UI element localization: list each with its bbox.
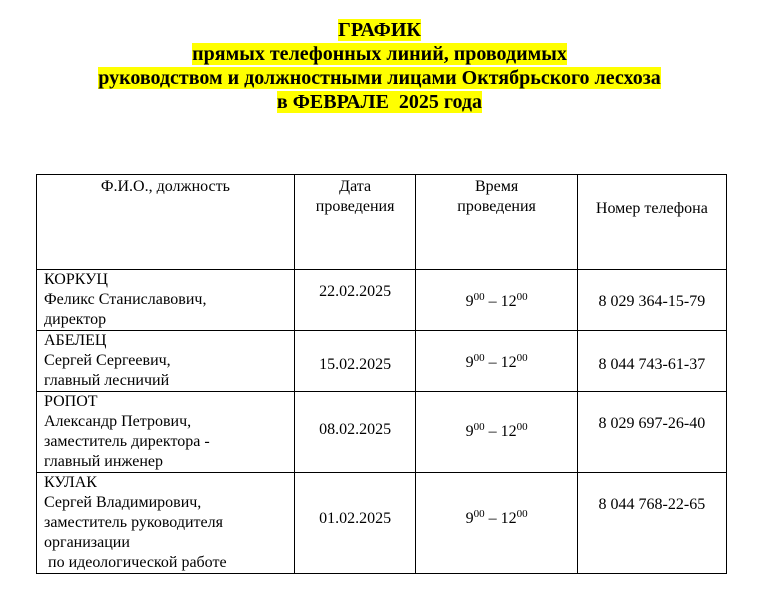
cell-date: 08.02.2025 [294, 392, 416, 473]
title-line-2: прямых телефонных линий, проводимых [192, 43, 567, 65]
time-separator: – [484, 510, 501, 527]
time-end-minutes: 00 [516, 352, 528, 364]
time-start-minutes: 00 [473, 291, 485, 303]
cell-time [416, 473, 577, 574]
name-position: директор [44, 311, 107, 328]
cell-date: 01.02.2025 [294, 473, 416, 574]
name-position: главный лесничий [44, 372, 170, 389]
cell-phone: 8 029 364-15-79 [577, 270, 726, 331]
cell-phone: 8 044 743-61-37 [577, 331, 726, 392]
time-start-minutes: 00 [473, 421, 485, 433]
cell-time [416, 392, 577, 473]
table-row [37, 270, 727, 331]
time-start: 9 [465, 510, 474, 527]
header-phone [577, 175, 726, 270]
name-given: Феликс Станиславович, [44, 291, 207, 308]
name-surname: КУЛАК [44, 474, 97, 491]
header-date [294, 175, 416, 270]
time-separator: – [484, 293, 501, 310]
cell-date: 22.02.2025 [294, 270, 416, 331]
name-surname: АБЕЛЕЦ [44, 332, 107, 349]
schedule-table [36, 174, 727, 574]
time-start: 9 [465, 423, 474, 440]
title-line-1: ГРАФИК [338, 19, 421, 41]
cell-time [416, 331, 577, 392]
cell-date: 15.02.2025 [294, 331, 416, 392]
name-position-2: главный инженер [44, 453, 163, 470]
table-row [37, 392, 727, 473]
table-row [37, 331, 727, 392]
header-phone-label: Номер телефона [595, 200, 708, 217]
header-date-line2: проведения [315, 198, 395, 215]
cell-name [37, 392, 295, 473]
name-position: заместитель директора - [44, 433, 210, 450]
name-given: Сергей Владимирович, [44, 494, 202, 511]
name-given: Сергей Сергеевич, [44, 352, 171, 369]
time-end-minutes: 00 [516, 291, 528, 303]
time-end: 12 [500, 510, 517, 527]
cell-name [37, 331, 295, 392]
name-position-2: организации [44, 534, 130, 551]
cell-name [37, 473, 295, 574]
cell-phone: 8 044 768-22-65 [577, 473, 726, 574]
time-end-minutes: 00 [516, 508, 528, 520]
name-position-3: по идеологической работе [44, 554, 227, 571]
cell-time [416, 270, 577, 331]
time-end-minutes: 00 [516, 421, 528, 433]
name-surname: РОПОТ [44, 393, 98, 410]
time-start: 9 [465, 354, 474, 371]
title-line-4: в ФЕВРАЛЕ 2025 года [276, 91, 483, 113]
time-start: 9 [465, 293, 474, 310]
name-position: заместитель руководителя [44, 514, 223, 531]
time-start-minutes: 00 [473, 508, 485, 520]
table-header-row [37, 175, 727, 270]
time-separator: – [484, 354, 501, 371]
time-end: 12 [500, 423, 517, 440]
cell-name [37, 270, 295, 331]
header-time-line1: Время [474, 178, 519, 195]
time-separator: – [484, 423, 501, 440]
header-time [416, 175, 577, 270]
name-given: Александр Петрович, [44, 413, 192, 430]
table-row [37, 473, 727, 574]
header-name [37, 175, 295, 270]
document-title [0, 18, 759, 114]
time-end: 12 [500, 354, 517, 371]
name-surname: КОРКУЦ [44, 271, 108, 288]
time-start-minutes: 00 [473, 352, 485, 364]
time-end: 12 [500, 293, 517, 310]
header-date-line1: Дата [339, 178, 372, 195]
cell-phone: 8 029 697-26-40 [577, 392, 726, 473]
header-time-line2: проведения [457, 198, 536, 215]
header-name-label: Ф.И.О., должность [100, 178, 230, 195]
title-line-3: руководством и должностными лицами Октябрьского лесхоза [98, 67, 661, 89]
